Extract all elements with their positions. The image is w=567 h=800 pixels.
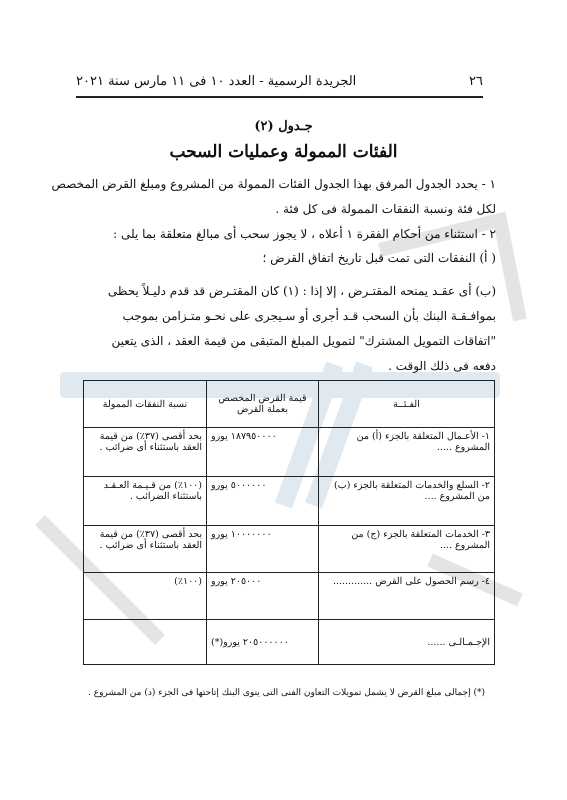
paragraph: (ب) أى عقـد يمنحه المقتـرض ، إلا إذا : (١) كان المقتـرض قد قدم دليـلاً يحظى <box>107 284 496 298</box>
amount-cell: ٢٠٥٠٠٠٠٠٠ يورو(*) <box>207 620 319 665</box>
paragraph: لكل فئة ونسبة النفقات الممولة فى كل فئة . <box>275 202 496 216</box>
schedule-label: جـدول (٢) <box>254 119 313 134</box>
percentage-cell <box>84 620 207 665</box>
column-header-category: الفـئــة <box>319 381 495 428</box>
paragraph: ٢ - استثناء من أحكام الفقرة ١ أعلاه ، لا يجوز سحب أى مبالغ متعلقة بما يلى : <box>113 227 496 241</box>
table-row-total <box>84 620 495 665</box>
column-header-amount: قيمة القرض المخصص بعملة القرض <box>207 381 319 428</box>
category-cell: ١- الأعـمال المتعلقة بالجزء (أ) من المشروع ..... <box>319 428 495 477</box>
paragraph: ١ - يحدد الجدول المرفق بهذا الجدول الفئات الممولة من المشروع ومبلغ القرض المخصص <box>51 177 496 191</box>
section-title: الفئات الممولة وعمليات السحب <box>169 142 398 162</box>
paragraph: ( أ) النفقات التى تمت قبل تاريخ اتفاق القرض ؛ <box>262 251 496 265</box>
amount-cell: ١٨٧٩٥٠٠٠٠ يورو <box>207 428 319 477</box>
page-number: ٢٦ <box>469 74 483 89</box>
amount-cell: ٢٠٥٠٠٠ يورو <box>207 573 319 620</box>
allocation-table <box>83 380 495 665</box>
table-row <box>84 526 495 573</box>
paragraph: "اتفاقات التمويل المشترك" لتمويل المبلغ المتبقى من قيمة العقد ، الذى يتعين <box>111 334 496 348</box>
percentage-cell: بحد أقصى (٣٧٪) من قيمة العقد باستثناء أى ضرائب . <box>84 428 207 477</box>
amount-cell: ٥٠٠٠٠٠٠ يورو <box>207 477 319 526</box>
page-header <box>76 74 483 89</box>
table-row <box>84 428 495 477</box>
table-row <box>84 477 495 526</box>
column-header-percentage: نسبة النفقات الممولة <box>84 381 207 428</box>
category-cell: ٤- رسم الحصول على القرض ............. <box>319 573 495 620</box>
percentage-cell: (١٠٠٪) من قـيـمة العـقـد باستثناء الضرائب . <box>84 477 207 526</box>
category-cell: الإجـمـالـى ...... <box>319 620 495 665</box>
paragraph: دفعه فى ذلك الوقت . <box>388 359 496 373</box>
amount-cell: ١٠٠٠٠٠٠٠ يورو <box>207 526 319 573</box>
percentage-cell: (١٠٠٪) <box>84 573 207 620</box>
table-row <box>84 573 495 620</box>
category-cell: ٣- الخدمات المتعلقة بالجزء (ج) من المشروع .... <box>319 526 495 573</box>
table-footnote: (*) إجمالى مبلغ القرض لا يشمل تمويلات التعاون الفنى التى ينوى البنك إتاحتها فى الجزء (د) من المشروع . <box>88 688 485 698</box>
paragraph: بموافـقـة البنك بأن السحب قـد أجرى أو سـيجرى على نحـو متـزامن بموجب <box>122 309 496 323</box>
table-header-row <box>84 381 495 428</box>
percentage-cell: بحد أقصى (٣٧٪) من قيمة العقد باستثناء أى ضرائب . <box>84 526 207 573</box>
category-cell: ٢- السلع والخدمات المتعلقة بالجزء (ب) من المشروع .... <box>319 477 495 526</box>
gazette-issue-line: الجريدة الرسمية - العدد ١٠ فى ١١ مارس سنة ٢٠٢١ <box>76 74 357 89</box>
header-rule <box>76 96 483 98</box>
